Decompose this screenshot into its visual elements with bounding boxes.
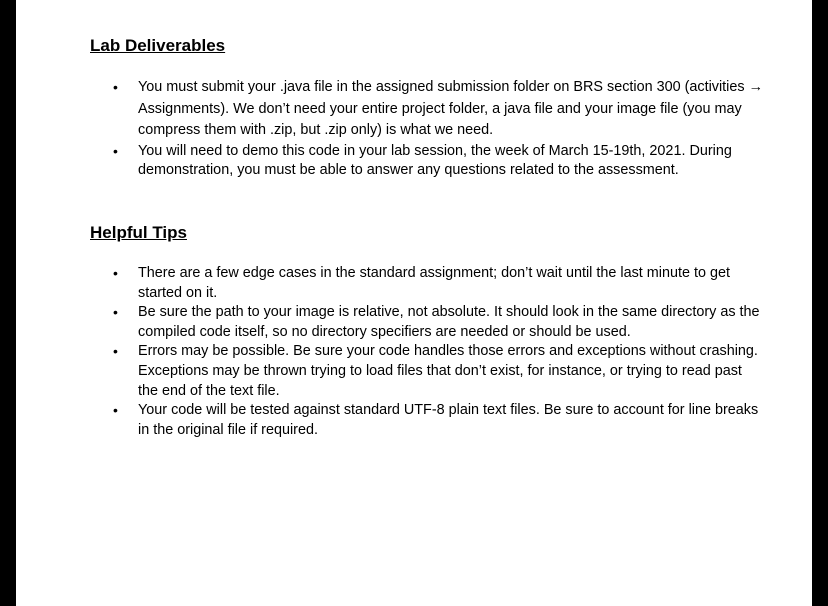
bullet-icon: • [113,343,118,360]
list-item [113,342,763,401]
bullet-icon: • [113,79,118,95]
bullet-text: Your code will be tested against standard UTF-8 plain text files. Be sure to account for line breaks in the original file if required. [138,402,759,438]
list-item [113,264,763,303]
bullet-icon: • [113,265,118,281]
bullet-text: Be sure the path to your image is relative, not absolute. It should look in the same directory as the compiled code itself, so no directory specifiers are needed or should be used. [138,304,760,340]
list-item [113,77,763,142]
bullet-text: There are a few edge cases in the standard assignment; don’t wait until the last minute to get started on it. [138,265,730,301]
bullet-text: Errors may be possible. Be sure your code handles those errors and exceptions without crashing. Exceptions may be thrown trying to load files that don’t exist, for instance, or trying to read past the end of the text file. [138,343,758,399]
list-item [113,142,763,181]
bullet-icon: • [113,142,118,159]
bullet-icon: • [113,304,118,321]
section-title-helpful-tips: Helpful Tips [90,223,187,242]
document-page [16,0,812,606]
list-item [113,303,763,342]
list-item [113,401,763,440]
bullet-icon: • [113,402,118,419]
lab-deliverables-list [113,77,763,181]
bullet-text: You will need to demo this code in your lab session, the week of March 15-19th, 2021. During demonstration, you must be able to answer any questions related to the assessment. [138,142,732,179]
section-title-lab-deliverables: Lab Deliverables [90,36,226,55]
bullet-text: You must submit your .java file in the assigned submission folder on BRS section 300 (activities → Assignments). We don’t need your entire project folder, a java file and your image file (you may compress them with .zip, but .zip only) is what we need. [138,79,763,138]
helpful-tips-list [113,264,763,440]
